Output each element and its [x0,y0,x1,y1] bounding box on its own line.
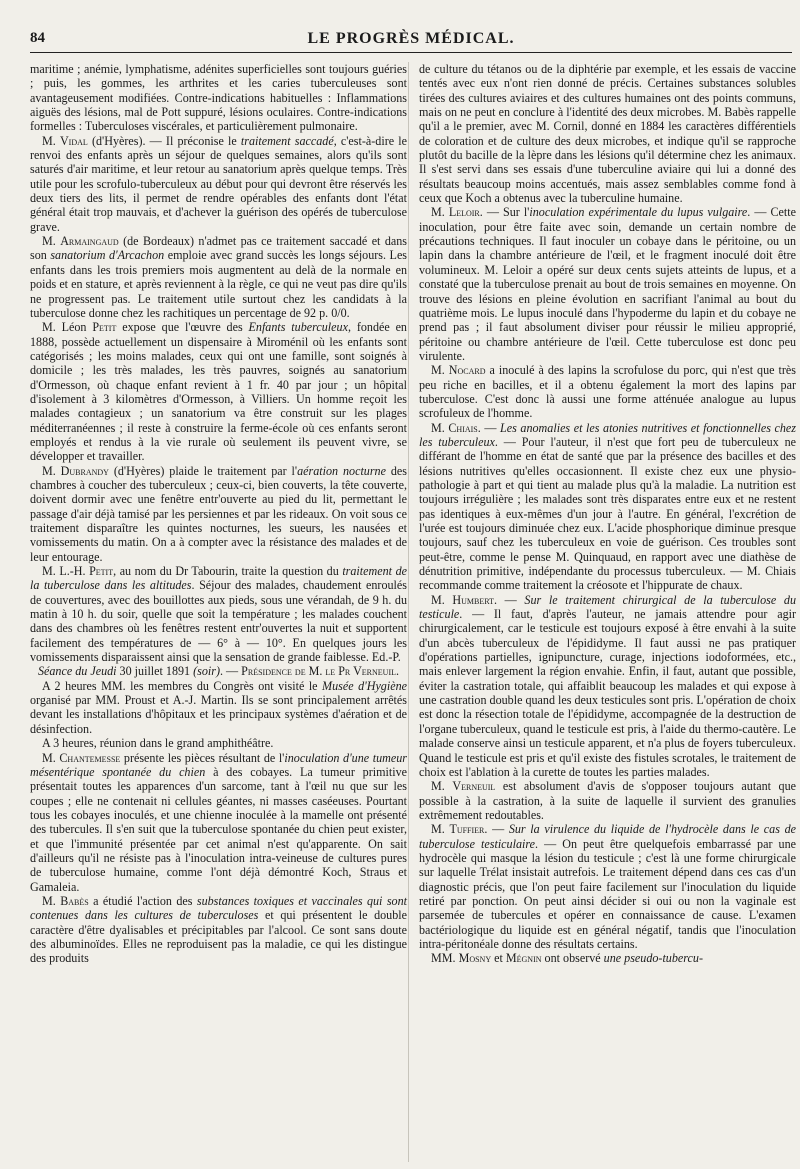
paragraph: M. Humbert. — Sur le traitement chirurgical de la tuberculose du testicule. — Il faut, d'après l'auteur, ne jamais attendre pour agir chirurgicalement, car le testicule est toujours exposé à être envahi à la suite d'un abcès tuberculeux de l'épididyme. Il faut aussi ne pas pratiquer d'opérations partielles, ignipuncture, curage, injections iodoformées, etc., mais enlever largement la région envahie. Enfin, il faut, autant que possible, éviter la castration totale, qui affaiblit beaucoup les malades et qui expose à une castration double quand les deux testicules sont pris. L'opération de choix est donc la résection totale de l'épididyme, accompagnée de la destruction de l'organe tuberculeux, quand le testicule est pris, à l'aide du thermo-cautère. Le malade conserve ainsi un testicule apparent, et n'a plus de foyers tuberculeux. Quand le testicule est pris et qu'il existe des fistules scrotales, le traitement de choix est l'ablation à la curette de toutes les parties malades. [419,592,796,779]
author-name: Chantemesse [59,750,121,765]
paragraph: M. Chiais. — Les anomalies et les atonies nutritives et fonctionnelles chez les tuberculeux. — Pour l'auteur, il n'est que fort peu de tuberculeux ne différant de l'homme en état de santé que par la présence des bacilles et des lésions nutritives qu'elles occasionnent. Il existe chez eux une physio-pathologie à part et qui tient au malade plus qu'à la maladie. La nutrition est toujours irrégulière ; les malades sont très disparates entre eux et ne restent pas identiques à eux-mêmes d'un jour à l'autre. En général, l'excrétion de l'urée est toujours diminuée chez eux. L'acide phosphorique diminue presque toujours, sauf chez les tuberculeux en voie de guérison. Ces troubles sont peut-être, comme le pense M. Quinquaud, en rapport avec une diathèse de dénutrition primitive, indépendante du processus tuberculeux. — M. Chiais recommande comme traitement la créosote et l'hippurate de chaux. [419,420,796,593]
paragraph: M. Verneuil est absolument d'avis de s'opposer toujours autant que possible à la castration, à la suite de laquelle il survient des granulies extrêmement redoutables. [419,779,796,822]
author-name: Tuffier [449,822,485,837]
author-name: Babès [60,893,89,908]
author-name: Dubrandy [60,463,109,478]
paragraph: M. Léon Petit expose que l'œuvre des Enfants tuberculeux, fondée en 1888, possède actuellement un dispensaire à Miroménil où les enfants sont catégorisés ; les moins malades, ceux qui ont une famille, sont soignés à domicile ; les très malades, les très pauvres, soignés au sanatorium d'Ormesson, où chaque enfant revient à 1 fr. 40 par jour ; un hôpital d'isolement à 3 kilomètres d'Ormesson, à Villiers. Un homme reçoit les malades contagieux ; un sanatorium va être construit sur les plages méditerranéennes ; il reste à construire la ferme-école où ces enfants seront employés et rendus à la vie rurale où seulement ils peuvent vivre, se développer et travailler. [30,320,407,464]
paragraph: M. Leloir. — Sur l'inoculation expérimentale du lupus vulgaire. — Cette inoculation, pour être faite avec soin, demande un certain nombre de précautions techniques. Il faut inoculer un cobaye dans le péritoine, ou un lapin dans la chambre antérieure de l'œil, et le fragment inoculé doit être volumineux. M. Leloir a opéré sur deux cents sujets atteints de lupus, et a constaté que la tuberculose prenait au bout de trois semaines en moyenne. On trouve des lésions en pleine évolution en sacrifiant l'animal au bout du quatrième mois. Le lupus inoculé dans l'hypoderme du lapin et du cobaye ne prend pas ; il faut absolument diviser pour réussir le milieu approprié, péritoine ou chambre antérieure de l'œil. Cette tuberculose est donc peu virulente. [419,205,797,363]
author-name: Armaingaud [60,234,119,249]
paragraph: M. Babès a étudié l'action des substances toxiques et vaccinales qui sont contenues dans les cultures de tuberculoses et qui présentent le double caractère d'être dyalisables et précipitables par l'alcool. Ce sont sans doute des albuminoïdes. Elles ne reproduisent pas la maladie, ce qui les distingue des produits [30,893,407,966]
paragraph: de culture du tétanos ou de la diphtérie par exemple, et les essais de vaccine tentés avec eux n'ont rien donné de précis. Certaines substances solubles tirées des cultures aviaires et des cultures humaines ont des points communs, mais on ne peut en conclure à l'identité des deux microbes. M. Babès rappelle qu'il a le premier, avec M. Cornil, donné en 1884 les caractères différentiels de coloration et de culture des deux microbes, et indique qu'il se rapproche plutôt du bacille de la lèpre dans les lésions qu'il détermine chez les animaux. Il s'est servi dans ses essais d'une tuberculine aviaire qui lui a donné des résultats beaucoup moins accentués, mais assez semblables comme fond à ceux que Koch a obtenus avec la tuberculine humaine. [419,62,796,206]
paragraph: M. Vidal (d'Hyères). — Il préconise le traitement saccadé, c'est-à-dire le renvoi des enfants après un séjour de quelques semaines, alors qu'ils sont saturés d'air maritime, et leur retour au sanatorium après quelque temps. Très utile pour les scrofulo-tuberculeux au début pour qui devront être réservés les deux tiers des lits, il permet de rendre opérables des enfants dont l'état général était trop mauvais, et d'achever la guérison des opérés de tuberculose grave. [30,133,407,234]
author-name: Mégnin [505,951,542,966]
page-header [30,30,792,53]
column-divider [408,62,409,1162]
session-heading: Séance du Jeudi 30 juillet 1891 (soir). — Présidence de M. le Pr Verneuil. [37,664,400,679]
left-column [30,62,407,966]
right-column [419,62,796,966]
page-number: 84 [30,30,45,46]
paragraph: M. L.-H. Petit, au nom du Dr Tabourin, traite la question du traitement de la tuberculose dans les altitudes. Séjour des malades, chaudement enroulés de couvertures, avec des bouillottes aux pieds, sous une vérandah, de 9 h. du matin à 10 h. du soir, quelle que soit la température ; les malades couchent dans des chambres où les fenêtres restent entr'ouvertes la nuit et supportent facilement des températures de — 6° à — 10°. En quelques jours les vomissements disparaissent ainsi que la sensation de grande faiblesse. Ed.-P. [30,564,407,665]
author-name: Petit [89,564,114,579]
author-name: Verneuil [452,779,496,794]
paragraph: MM. Mosny et Mégnin ont observé une pseudo-tubercu- [431,951,703,966]
paragraph: A 3 heures, réunion dans le grand amphithéâtre. [42,736,274,751]
paragraph: M. Chantemesse présente les pièces résultant de l'inoculation d'une tumeur mésentérique spontanée du chien à des cobayes. La tumeur primitive présentait toutes les apparences d'un sarcome, tant à l'œil nu que sur les coupes ; elle ne contenait ni cellules géantes, ni masses caséeuses. Pourtant tous les cobayes inoculés, et une chienne inoculée à la mamelle ont présenté des tubercules. Il s'en suit que la tuberculose spontanée du chien peut exister, et que l'immunité présentée par cet animal n'est qu'apparente. On sait d'ailleurs qu'il ne résiste pas à l'inoculation intra-veineuse de cultures pures de tuberculose humaine, comme l'ont déjà démontré Koch, Straus et Gamaleia. [30,750,407,894]
journal-title: LE PROGRÈS MÉDICAL. [307,30,515,47]
author-name: Vidal [59,133,88,148]
paragraph: maritime ; anémie, lymphatisme, adénites superficielles sont toujours guéries ; puis, les gommes, les arthrites et les caries tuberculeuses sont avantageusement modifiées. Contre-indications habituelles : Inflammations aiguës des lésions, mal de Pott suppuré, lésions oculaires. Contre-indications formelles : Tuberculoses viscérales, et particulièrement pulmonaire. [30,62,407,134]
author-name: Humbert [452,592,495,607]
author-name: Mosny [458,951,492,966]
author-name: Chiais [448,420,478,435]
author-name: Petit [92,320,117,335]
paragraph: M. Tuffier. — Sur la virulence du liquide de l'hydrocèle dans le cas de tuberculose testiculaire. — On peut être quelquefois embarrassé par une hydrocèle qui masque la lésion du testicule ; c'est là une forme chirurgicale sur laquelle Trélat insistait autrefois. Le traitement dépend dans ces cas d'un diagnostic précis, que l'on peut faire facilement sur l'inoculation du liquide retiré par ponction. On peut ainsi décider si oui ou non la vaginale est parsemée de tubercules et opérer en connaissance de cause. L'examen bactériologique du liquide est en général négatif, tandis que l'inoculation intra-péritonéale donne des résultats certains. [419,822,796,951]
paragraph: M. Armaingaud (de Bordeaux) n'admet pas ce traitement saccadé et dans son sanatorium d'Arcachon emploie avec grand succès les longs séjours. Les enfants dans les trois premiers mois augmentent au delà de la normale en poids et en stature, et après reviennent à la règle, ce qui ne veut pas dire qu'ils ne progressent pas. Le traitement utile surtout chez les candidats à la tuberculose donne chez les rachitiques un percentage de 92 p. 0/0. [30,234,408,320]
author-name: Nocard [448,363,486,378]
paragraph: M. Nocard a inoculé à des lapins la scrofulose du porc, qui n'est que très peu riche en bacilles, et il a obtenu également la mort des lapins par tuberculose. C'est donc là aussi une forme atténuée analogue au lupus scrofuleux de l'homme. [419,363,796,421]
author-name: Leloir [448,205,480,220]
paragraph: A 2 heures MM. les membres du Congrès ont visité le Musée d'Hygiène organisé par MM. Proust et A.-J. Martin. Ils se sont principalement arrêtés devant les installations d'hôpitaux et les principaux systèmes d'aération et de désinfection. [30,678,407,736]
paragraph: M. Dubrandy (d'Hyères) plaide le traitement par l'aération nocturne des chambres à coucher des tuberculeux ; ceux-ci, bien couverts, la tête couverte, doivent dormir avec une fenêtre entr'ouverte au pied du lit, permettant le passage d'air déjà tamisé par les persiennes et par les rideaux. On voit sous ce traitement disparaître les quintes nocturnes, les sueurs, les nausées et vomissements du matin. On a à compter avec la résistance des malades et de leur entourage. [30,463,407,564]
